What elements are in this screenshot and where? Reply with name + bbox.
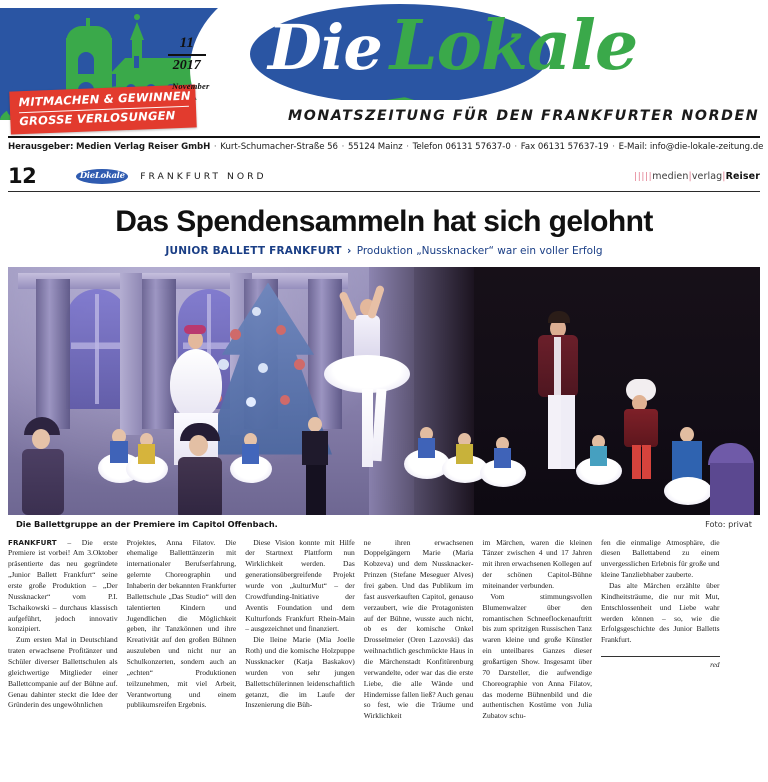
photo-tree-ornament [294, 359, 305, 370]
publisher-mark[interactable]: |||||medien|verlag|Reiser [634, 170, 760, 182]
photo-caption: Die Ballettgruppe an der Premiere im Capitol Offenbach. [16, 518, 278, 529]
issue-year: 2017 [172, 57, 201, 73]
masthead [0, 0, 768, 136]
paragraph: Das alte Märchen erzählte über Kindheitsträume, die nur mit Mut, Entschlossenheit und Liebe wahr werden können – so, wie die Erfolgsgeschichte des Junior Balletts Frankfurt. [600, 580, 720, 645]
wordmark-lokale: Lokale [389, 6, 638, 86]
photo-tree-ornament [246, 397, 256, 407]
paragraph: Vom stimmungsvollen Blumenwalzer über den romantischen Schneeflockenauftritt bis zum spritzigen Russischen Tanz waren kleine und große Künstler ein unteilbares Ganzes dieser großartigen Show. Insgesamt über 70 Darsteller, die aufwendige Choreographie von Anna Filatov, das moderne Bühnenbild und die authentischen Kostüme von Julia Zubatov schu- [482, 591, 592, 721]
paragraph: im Märchen, waren die kleinen Tänzer zwischen 4 und 17 Jahren mit ihren erwachsenen Kollegen auf der schönen Capitol-Bühne miteinander verbunden. [482, 537, 592, 590]
publisher-mark-verlag: verlag [691, 170, 723, 182]
article-column [601, 538, 720, 723]
imprint-city: 55124 Mainz [348, 142, 403, 152]
article-photo [8, 267, 760, 515]
masthead-tagline: MONATSZEITUNG FÜR DEN FRANKFURTER NORDEN [288, 108, 760, 124]
imprint-publisher: Medien Verlag Reiser GmbH [76, 142, 211, 152]
photo-set-drape-1 [36, 279, 70, 429]
promo-banner[interactable] [9, 84, 197, 134]
photo-tree-ornament [258, 363, 268, 373]
photo-tree-ornament [218, 359, 229, 370]
imprint-email[interactable]: E-Mail: info@die-lokale-zeitung.de [618, 142, 764, 152]
imprint-street: Kurt-Schumacher-Straße 56 [220, 142, 338, 152]
wordmark-die: Die [268, 11, 382, 84]
issue-date-block [164, 36, 209, 91]
photo-set-drape-2 [142, 279, 176, 429]
mini-logo-text: DieLokale [79, 170, 125, 181]
paragraph: ne ihren erwachsenen Doppelgängern Marie (Maria Kobzeva) und dem Nussknacker-Prinzen (Stefane Meseguer Alves) frei gaben. Und das Publikum im fast ausverkauften Capitol, genauso verzaubert, wie die Protagonisten auf der Bühne, wusste auch nicht, ob es der komische Onkel Drosselmeier (Oren Lazovski) das weihnachtlich geschmückte Haus in die Märchenstadt Konfitürenburg verwandelte, oder war das die erste Liebe, die alle Wände und Hindernisse fallen ließ? Auch genau so fest, wie die Träume und Wirklichkeit [363, 537, 474, 721]
photo-set-window-1 [66, 289, 128, 409]
photo-tree-ornament [252, 307, 261, 316]
kicker-arrow-icon: › [347, 244, 352, 257]
photo-tree-ornament [280, 395, 290, 405]
promo-line-1: MITMACHEN & GEWINNEN [18, 88, 191, 110]
section-name: FRANKFURT NORD [140, 170, 267, 182]
page-title: Das Spendensammeln hat sich gelohnt [115, 205, 653, 238]
photo-tree-ornament [230, 329, 241, 340]
publisher-mark-bars-icon: ||||| [634, 171, 653, 182]
article-body [0, 529, 768, 723]
kicker-lead: JUNIOR BALLETT FRANKFURT [165, 244, 342, 257]
article-kicker [8, 245, 760, 257]
photo-set-pillar-1 [120, 273, 142, 435]
paragraph [8, 538, 118, 636]
photo-tree-ornament [276, 325, 286, 335]
issue-month: November [172, 80, 210, 91]
imprint-publisher-label: Herausgeber: [8, 142, 74, 152]
paragraph-text: – Die erste Premiere ist vorbei! Am 3.Oktober präsentierte das neu gegründete „Junior Ballett Frankfurt“ seine erste große Produktion – „Der Nussknacker“ vom P.I. Tschaikowski – durchaus klassisch aufgeführt, jedoch innovativ konzipiert. [8, 537, 118, 634]
imprint-phone: Telefon 06131 57637-0 [412, 142, 511, 152]
page-number: 12 [8, 164, 37, 188]
issue-number: 11 [179, 35, 194, 51]
kicker-subtitle: Produktion „Nussknacker“ war ein voller Erfolg [356, 244, 603, 257]
newspaper-wordmark [268, 6, 638, 86]
imprint-bar [0, 136, 768, 157]
article-column [127, 538, 246, 723]
paragraph: fen die einmalige Atmosphäre, die diesen Ballettabend zu einem unvergesslichen Erlebnis für große und kleine Tanzliebhaber zauberte. [600, 537, 720, 580]
publisher-mark-reiser: Reiser [725, 170, 760, 182]
article-byline: red [710, 660, 720, 670]
article-column [482, 538, 601, 723]
promo-line-2: GROSSE VERLOSUNGEN [19, 107, 176, 128]
mini-logo-icon[interactable] [76, 169, 128, 184]
article-column [364, 538, 483, 723]
publisher-mark-medien: medien [652, 170, 689, 182]
paragraph: Projektes, Anna Filatov. Die ehemalige Balletttänzerin mit internationaler Berufserfahrung, gelernte Choreographin und Inhaberin der bekannten Frankfurter Ballettschule „Das Studio“ will den talentierten Kindern und Jugendlichen die Möglichkeit geben, ihr Tanzkönnen und ihre Kreativität auf den großen Bühnen auszuleben und nicht nur an Schulkonzerten, sondern auch an „echten“ Produktionen teilzunehmen, mit viel Arbeit, Verantwortung und einem publikumsreifen Ergebnis. [126, 537, 237, 710]
issue-divider [168, 54, 206, 56]
article-column [8, 538, 127, 723]
article-header [0, 192, 768, 257]
article-photo-wrap [0, 257, 768, 529]
imprint-fax: Fax 06131 57637-19 [520, 142, 609, 152]
photo-credit: Foto: privat [705, 518, 752, 529]
article-end-rule [601, 656, 720, 657]
article-column [245, 538, 364, 723]
section-bar [0, 157, 768, 191]
photo-caption-row [8, 515, 760, 529]
paragraph: Die lleine Marie (Mia Joelle Roth) und die komische Holzpuppe Nussknacker (Katja Baskakov) wurden von sehr jungen Ballettschülerinnen leidenschaftlich getanzt, die im Laufe der Inszenierung die Büh- [245, 635, 355, 710]
dateline: FRANKFURT [8, 537, 57, 547]
paragraph: Zum ersten Mal in Deutschland traten erwachsene Profitänzer und Schüler diverser Ballettschulen als gleichwertige Mitglieder einer Ballettcompanie auf der Bühne auf. Genau dahinter steckt die Idee der Gründerin des ungewöhnlichen [8, 635, 118, 710]
paragraph: Diese Vision konnte mit Hilfe der Startnext Plattform nun Wirklichkeit werden. Das generationsübergreifende Projekt wurde von „kulturMut“ – der Crowdfunding-Initiative der Aventis Foundation und dem Kulturfonds Frankfurt Rhein-Main – ausgezeichnet und finanziert. [245, 537, 355, 634]
imprint-text: Herausgeber: Medien Verlag Reiser GmbH · Kurt-Schumacher-Straße 56 · 55124 Mainz · Telefon 06131 57637-0 · Fax 06131 57637-19 · E-Mail: info@die-lokale-zeitung.de [8, 142, 764, 152]
